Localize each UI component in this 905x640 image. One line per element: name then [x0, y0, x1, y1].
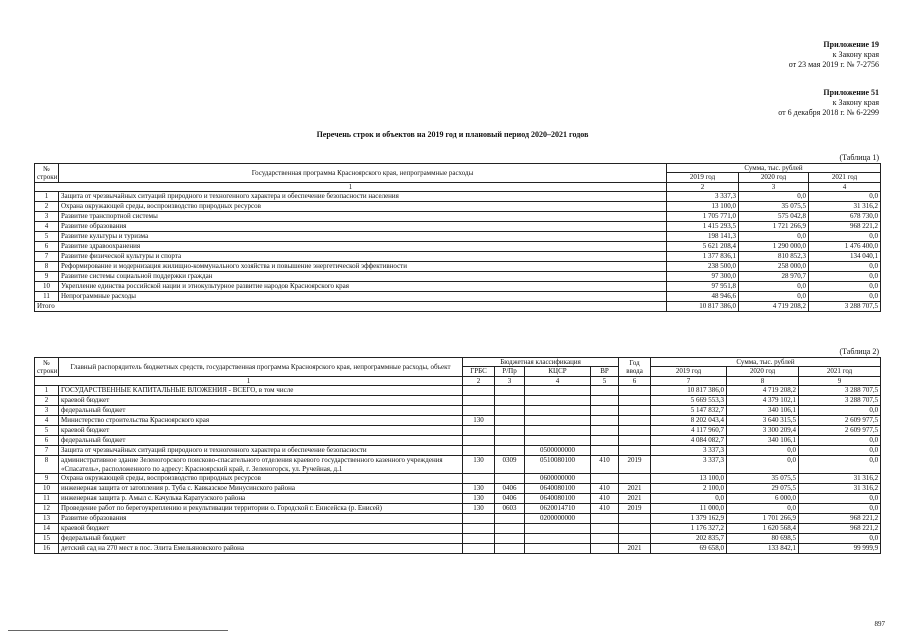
table-cell: [591, 386, 619, 396]
table-row: [35, 524, 881, 534]
table-cell: 4 084 082,7: [651, 436, 727, 446]
table-cell: 3 288 707,5: [809, 302, 881, 312]
table-cell: 410: [591, 494, 619, 504]
table-cell: [463, 386, 495, 396]
table-cell: 13 100,0: [651, 474, 727, 484]
table-cell: 5: [35, 426, 59, 436]
table-cell: 97 951,8: [667, 282, 739, 292]
table2-header-name: Главный распорядитель бюджетных средств, государственная программа Красноярского края, непрограммные расходы, объект: [59, 358, 463, 377]
table-cell: 31 316,2: [799, 474, 881, 484]
table-cell: федеральный бюджет: [59, 406, 463, 416]
table-cell: федеральный бюджет: [59, 436, 463, 446]
table-cell: Развитие образования: [59, 222, 667, 232]
table-row: [35, 474, 881, 484]
table-cell: 0510080100: [525, 456, 591, 474]
table-cell: 13: [35, 514, 59, 524]
table-row: [35, 272, 881, 282]
table-cell: 5: [35, 232, 59, 242]
table-cell: 6: [35, 436, 59, 446]
table-cell: [495, 386, 525, 396]
table-cell: [525, 396, 591, 406]
appendix-number: Приложение 19: [823, 40, 879, 49]
table-cell: 968 221,2: [809, 222, 881, 232]
table-cell: [591, 446, 619, 456]
table-cell: 6 000,0: [727, 494, 799, 504]
table-cell: 340 106,1: [727, 436, 799, 446]
table-cell: 2021: [619, 484, 651, 494]
table2-header-grbs: ГРБС: [463, 367, 495, 376]
table-cell: [619, 416, 651, 426]
table-cell: 130: [463, 456, 495, 474]
table-cell: [495, 446, 525, 456]
table-row: [35, 406, 881, 416]
table-cell: [619, 406, 651, 416]
table-cell: [591, 426, 619, 436]
table-cell: 16: [35, 544, 59, 554]
table2-colnum: 2: [463, 376, 495, 385]
table2-colnum: 6: [619, 376, 651, 385]
table-cell: 0,0: [809, 272, 881, 282]
table-cell: 0500000000: [525, 446, 591, 456]
table-cell: 35 075,5: [727, 474, 799, 484]
table-cell: [619, 524, 651, 534]
table-cell: [619, 474, 651, 484]
table-cell: 0600000000: [525, 474, 591, 484]
table-cell: 1 290 000,0: [739, 242, 809, 252]
table-row: [35, 426, 881, 436]
table-cell: [619, 446, 651, 456]
table-cell: [495, 534, 525, 544]
table-cell: 1 377 836,1: [667, 252, 739, 262]
table-cell: 11: [35, 292, 59, 302]
table-cell: [495, 436, 525, 446]
table-cell: 11 000,0: [651, 504, 727, 514]
table-cell: [525, 426, 591, 436]
table-cell: [619, 386, 651, 396]
table-cell: 575 042,8: [739, 212, 809, 222]
appendix-header-51: [778, 88, 879, 118]
table-cell: 0,0: [809, 262, 881, 272]
table-cell: 968 221,2: [799, 514, 881, 524]
table-row: [35, 446, 881, 456]
table-cell: 10: [35, 484, 59, 494]
table-cell: 4 719 208,2: [739, 302, 809, 312]
table-cell: Развитие здравоохранения: [59, 242, 667, 252]
table-cell: 0,0: [799, 436, 881, 446]
table-cell: [463, 396, 495, 406]
table1-label: (Таблица 1): [839, 153, 879, 162]
table-cell: 99 999,9: [799, 544, 881, 554]
page-number: 897: [874, 620, 885, 628]
table-cell: 3: [35, 212, 59, 222]
document-title: Перечень строк и объектов на 2019 год и плановый период 2020–2021 годов: [316, 130, 589, 139]
table-cell: 0,0: [651, 494, 727, 504]
footer-rule: [8, 630, 228, 631]
table1-header-2021: 2021 год: [809, 173, 881, 182]
table-row: [35, 386, 881, 396]
table-cell: 0640080100: [525, 484, 591, 494]
table-cell: краевой бюджет: [59, 396, 463, 406]
table-cell: 0,0: [799, 406, 881, 416]
table-cell: [591, 416, 619, 426]
table-cell: 2 609 977,5: [799, 426, 881, 436]
table-cell: 0603: [495, 504, 525, 514]
table-cell: 134 040,1: [809, 252, 881, 262]
table-row: [35, 416, 881, 426]
table-cell: 2 609 977,5: [799, 416, 881, 426]
table-cell: [463, 426, 495, 436]
table-cell: [495, 396, 525, 406]
table-cell: 1 415 293,5: [667, 222, 739, 232]
table-row: [35, 242, 881, 252]
table-cell: [591, 396, 619, 406]
table1-header-sum: Сумма, тыс. рублей: [667, 164, 881, 173]
table-cell: Развитие системы социальной поддержки граждан: [59, 272, 667, 282]
table-cell: [525, 524, 591, 534]
table-cell: [463, 446, 495, 456]
table-cell: 15: [35, 534, 59, 544]
table-cell: [463, 474, 495, 484]
table-cell: 0,0: [809, 292, 881, 302]
table-cell: 0406: [495, 494, 525, 504]
table2-colnum: 4: [525, 376, 591, 385]
table-cell: [525, 436, 591, 446]
table2-header-year: Год ввода: [619, 358, 651, 377]
table2-colnum: 7: [651, 376, 727, 385]
table-cell: 11: [35, 494, 59, 504]
table-row: [35, 436, 881, 446]
table-cell: [619, 426, 651, 436]
table-cell: 0309: [495, 456, 525, 474]
table-row: [35, 262, 881, 272]
table-cell: [525, 416, 591, 426]
table-row: [35, 292, 881, 302]
table-cell: 0,0: [799, 446, 881, 456]
table-cell: 2: [35, 396, 59, 406]
table-cell: 3 337,3: [651, 446, 727, 456]
table-cell: 35 075,5: [739, 202, 809, 212]
table-row: [35, 534, 881, 544]
table-cell: [591, 436, 619, 446]
table-cell: 7: [35, 252, 59, 262]
table-cell: ГОСУДАРСТВЕННЫЕ КАПИТАЛЬНЫЕ ВЛОЖЕНИЯ - ВСЕГО, в том числе: [59, 386, 463, 396]
table-cell: [463, 544, 495, 554]
table-cell: 130: [463, 494, 495, 504]
table-row: [35, 252, 881, 262]
table-row: [35, 396, 881, 406]
table-cell: 0,0: [739, 192, 809, 202]
table-cell: 238 500,0: [667, 262, 739, 272]
table2-colnum: 1: [35, 376, 463, 385]
table-cell: [495, 474, 525, 484]
table2-header-2021: 2021 год: [799, 367, 881, 376]
table-cell: [619, 514, 651, 524]
table-cell: 130: [463, 484, 495, 494]
table-cell: [463, 524, 495, 534]
table-cell: инженерная защита от затопления р. Туба с. Кавказское Минусинского района: [59, 484, 463, 494]
table-cell: 810 852,3: [739, 252, 809, 262]
table-cell: [591, 534, 619, 544]
appendix-header-19: [789, 40, 879, 70]
table-cell: 0406: [495, 484, 525, 494]
table-cell: 0,0: [809, 282, 881, 292]
table-cell: Реформирование и модернизация жилищно-коммунального хозяйства и повышение энергетической эффективности: [59, 262, 667, 272]
table-cell: 1 705 771,0: [667, 212, 739, 222]
table-cell: [619, 534, 651, 544]
table-cell: 678 730,0: [809, 212, 881, 222]
table-cell: краевой бюджет: [59, 426, 463, 436]
table-cell: 69 658,0: [651, 544, 727, 554]
table-cell: 7: [35, 446, 59, 456]
table-cell: 130: [463, 504, 495, 514]
table-cell: 0,0: [809, 192, 881, 202]
table-row: [35, 456, 881, 474]
table-cell: [525, 534, 591, 544]
table-cell: 10 817 386,0: [651, 386, 727, 396]
table-cell: 130: [463, 416, 495, 426]
table1-colnum: 1: [35, 182, 667, 191]
table-cell: 198 141,3: [667, 232, 739, 242]
table-cell: детский сад на 270 мест в пос. Элита Емельяновского района: [59, 544, 463, 554]
table-cell: [463, 534, 495, 544]
table-cell: 8: [35, 456, 59, 474]
table-cell: 1 379 162,9: [651, 514, 727, 524]
table1-header-2019: 2019 год: [667, 173, 739, 182]
table-cell: краевой бюджет: [59, 524, 463, 534]
table-cell: 0,0: [799, 494, 881, 504]
table-row: [35, 494, 881, 504]
table2-header-sum: Сумма, тыс. рублей: [651, 358, 881, 367]
table2-header-2020: 2020 год: [727, 367, 799, 376]
table-cell: 2021: [619, 494, 651, 504]
table-cell: [591, 544, 619, 554]
table-cell: [591, 406, 619, 416]
table-row: [35, 222, 881, 232]
table-cell: [495, 514, 525, 524]
table-cell: 3 337,3: [667, 192, 739, 202]
table-cell: 202 835,7: [651, 534, 727, 544]
table-cell: 31 316,2: [799, 484, 881, 494]
table-row: [35, 282, 881, 292]
table-cell: 1: [35, 192, 59, 202]
table-cell: 4 379 102,1: [727, 396, 799, 406]
table-row: [35, 504, 881, 514]
table-cell: [463, 436, 495, 446]
table-cell: 3 300 209,4: [727, 426, 799, 436]
table-row: [35, 514, 881, 524]
table2-label: (Таблица 2): [839, 347, 879, 356]
table-cell: 0620014710: [525, 504, 591, 514]
table-cell: 3 640 315,5: [727, 416, 799, 426]
table-cell: 3 337,3: [651, 456, 727, 474]
table-cell: 4 719 208,2: [727, 386, 799, 396]
table-cell: [619, 396, 651, 406]
table-cell: 410: [591, 504, 619, 514]
table-cell: Защита от чрезвычайных ситуаций природного и техногенного характера и обеспечение безопасности: [59, 446, 463, 456]
table-cell: 8 202 043,4: [651, 416, 727, 426]
table-cell: 133 842,1: [727, 544, 799, 554]
table-row: [35, 544, 881, 554]
table-cell: Проведение работ по берегоукреплению и рекультивации территории о. Городской г. Енисейска (р. Енисей): [59, 504, 463, 514]
table-cell: 340 106,1: [727, 406, 799, 416]
table-row: [35, 212, 881, 222]
table-row: [35, 202, 881, 212]
table-row: [35, 232, 881, 242]
table2-header-classification: Бюджетная классификация: [463, 358, 619, 367]
table-cell: 0,0: [739, 232, 809, 242]
table-cell: Развитие транспортной системы: [59, 212, 667, 222]
table-cell: [495, 426, 525, 436]
table1-header-num: № строки: [35, 164, 59, 183]
table-cell: Защита от чрезвычайных ситуаций природного и техногенного характера и обеспечение безопасности населения: [59, 192, 667, 202]
table2-header-num: № строки: [35, 358, 59, 377]
table-cell: [591, 524, 619, 534]
table2-header-rpr: Р/Пр: [495, 367, 525, 376]
appendix-number: Приложение 51: [823, 88, 879, 97]
table1-colnum: 2: [667, 182, 739, 191]
table-cell: 10: [35, 282, 59, 292]
appendix-law: к Закону края: [832, 98, 879, 107]
table-cell: 0,0: [799, 456, 881, 474]
table2-colnum: 5: [591, 376, 619, 385]
table-cell: 410: [591, 484, 619, 494]
table-cell: 1 620 568,4: [727, 524, 799, 534]
table1: [34, 163, 881, 312]
table-cell: 14: [35, 524, 59, 534]
table-cell: 31 316,2: [809, 202, 881, 212]
table2-colnum: 3: [495, 376, 525, 385]
table2-header-kcsr: КЦСР: [525, 367, 591, 376]
table-cell: 1 176 327,2: [651, 524, 727, 534]
table-cell: Охрана окружающей среды, воспроизводство природных ресурсов: [59, 474, 463, 484]
table-cell: 28 970,7: [739, 272, 809, 282]
table-cell: 4: [35, 416, 59, 426]
table-cell: 4: [35, 222, 59, 232]
table-row: [35, 192, 881, 202]
table2-colnum: 9: [799, 376, 881, 385]
table1-header-2020: 2020 год: [739, 173, 809, 182]
table-cell: 1 476 400,0: [809, 242, 881, 252]
table-cell: 968 221,2: [799, 524, 881, 534]
table-cell: 8: [35, 262, 59, 272]
table-cell: 2: [35, 202, 59, 212]
table-cell: [495, 544, 525, 554]
table-cell: 0,0: [727, 446, 799, 456]
table-cell: 3: [35, 406, 59, 416]
table-cell: Укрепление единства российской нации и этнокультурное развитие народов Красноярского края: [59, 282, 667, 292]
table-cell: [525, 406, 591, 416]
table-cell: 5 669 553,3: [651, 396, 727, 406]
table-cell: [591, 474, 619, 484]
table-cell: Охрана окружающей среды, воспроизводство природных ресурсов: [59, 202, 667, 212]
table-cell: 5 147 832,7: [651, 406, 727, 416]
table-cell: 0200000000: [525, 514, 591, 524]
table-cell: федеральный бюджет: [59, 534, 463, 544]
table-cell: 0,0: [799, 534, 881, 544]
table-cell: [463, 406, 495, 416]
table-cell: Непрограммные расходы: [59, 292, 667, 302]
table1-header-program: Государственная программа Красноярского края, непрограммные расходы: [59, 164, 667, 183]
table-cell: Развитие физической культуры и спорта: [59, 252, 667, 262]
table-cell: Развитие образования: [59, 514, 463, 524]
table-cell: 9: [35, 272, 59, 282]
table-cell: [525, 386, 591, 396]
table1-colnum: 4: [809, 182, 881, 191]
table-cell: 9: [35, 474, 59, 484]
table-cell: 12: [35, 504, 59, 514]
appendix-date: от 23 мая 2019 г. № 7-2756: [788, 60, 879, 69]
table-cell: 410: [591, 456, 619, 474]
appendix-law: к Закону края: [832, 50, 879, 59]
table-cell: [495, 416, 525, 426]
table-row: [35, 484, 881, 494]
table-cell: 0,0: [799, 504, 881, 514]
table-cell: 2021: [619, 544, 651, 554]
table-cell: 0,0: [739, 292, 809, 302]
table-cell: 29 075,5: [727, 484, 799, 494]
table-total-row: [35, 302, 881, 312]
table-cell: [619, 436, 651, 446]
table-cell: 6: [35, 242, 59, 252]
table2-colnum: 8: [727, 376, 799, 385]
table-cell: 5 621 208,4: [667, 242, 739, 252]
table-cell: инженерная защита р. Амыл с. Качулька Каратузского района: [59, 494, 463, 504]
table-cell: Министерство строительства Красноярского края: [59, 416, 463, 426]
table-cell: 0,0: [727, 504, 799, 514]
table-cell: административное здание Зеленогорского поисково-спасательного отделения краевого государственного казенного учреждения «Спасатель», расположенного по адресу: Красноярский край, г. Зеленогорск, ул. Ручейная, д.1: [59, 456, 463, 474]
table2: [34, 357, 881, 554]
table-cell: 10 817 386,0: [667, 302, 739, 312]
table-cell: [495, 406, 525, 416]
table-cell: 13 100,0: [667, 202, 739, 212]
table-cell: 3 288 707,5: [799, 396, 881, 406]
table2-header-2019: 2019 год: [651, 367, 727, 376]
appendix-date: от 6 декабря 2018 г. № 6-2299: [778, 108, 879, 117]
table-cell: 2019: [619, 456, 651, 474]
table-cell: 48 946,6: [667, 292, 739, 302]
table1-colnum: 3: [739, 182, 809, 191]
table-cell: 0640080100: [525, 494, 591, 504]
table-cell: 0,0: [739, 282, 809, 292]
table-cell: Развитие культуры и туризма: [59, 232, 667, 242]
table-cell: [463, 514, 495, 524]
table-cell: 1: [35, 386, 59, 396]
table-cell: [591, 514, 619, 524]
table-cell: 1 721 266,9: [739, 222, 809, 232]
table-cell: 3 288 707,5: [799, 386, 881, 396]
table-cell: 1 701 266,9: [727, 514, 799, 524]
table-cell: 0,0: [809, 232, 881, 242]
table-cell: 80 698,5: [727, 534, 799, 544]
table-cell: [495, 524, 525, 534]
table-cell: Итого: [35, 302, 667, 312]
table-cell: 0,0: [727, 456, 799, 474]
table-cell: 97 300,0: [667, 272, 739, 282]
table-cell: 2 100,0: [651, 484, 727, 494]
table-cell: 4 117 960,7: [651, 426, 727, 436]
table2-header-vr: ВР: [591, 367, 619, 376]
table-cell: 258 000,0: [739, 262, 809, 272]
table-cell: [525, 544, 591, 554]
table-cell: 2019: [619, 504, 651, 514]
